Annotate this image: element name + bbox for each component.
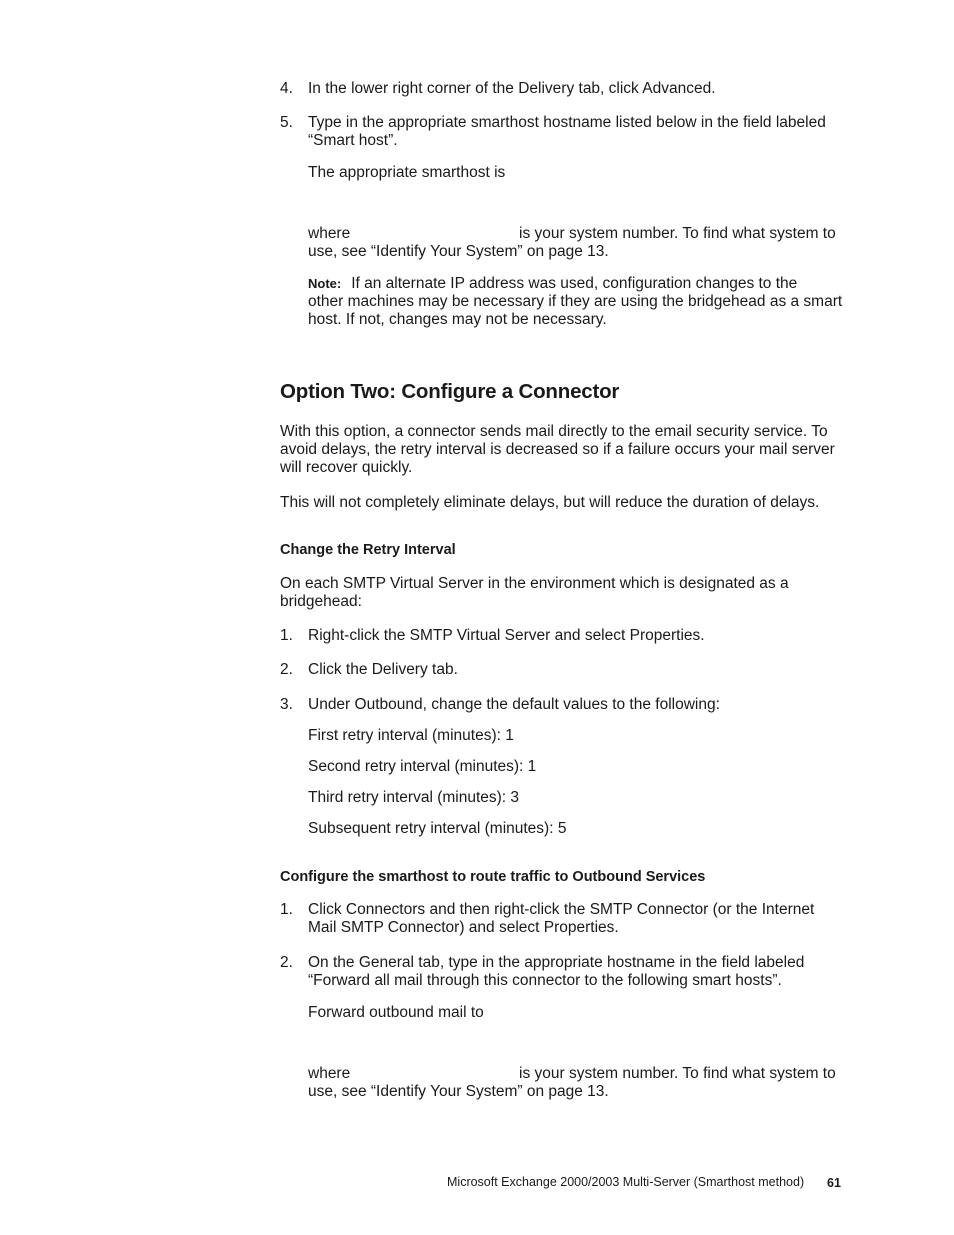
step-text: “Smart host”. (308, 132, 398, 149)
step-text: Right-click the SMTP Virtual Server and select Properties. (308, 627, 705, 644)
step-number: 1. (280, 627, 293, 644)
footer-title: Microsoft Exchange 2000/2003 Multi-Server (Smarthost method) (447, 1175, 805, 1189)
note (308, 275, 797, 294)
paragraph: avoid delays, the retry interval is decreased so if a failure occurs your mail server (280, 441, 835, 458)
retry-setting: Subsequent retry interval (minutes): 5 (308, 820, 567, 837)
subheading: Configure the smarthost to route traffic to Outbound Services (280, 869, 706, 885)
where-text-line2: use, see “Identify Your System” on page 13. (308, 1083, 609, 1100)
note-text: other machines may be necessary if they are using the bridgehead as a smart (308, 293, 843, 310)
step-text: Click the Delivery tab. (308, 661, 458, 678)
subheading: Change the Retry Interval (280, 542, 456, 558)
paragraph: This will not completely eliminate delays, but will reduce the duration of delays. (280, 494, 820, 511)
where-text-rest: is your system number. To find what system to (519, 225, 836, 242)
where-text: where (308, 225, 351, 242)
paragraph: With this option, a connector sends mail directly to the email security service. To (280, 423, 828, 440)
paragraph: will recover quickly. (280, 459, 413, 476)
section-heading: Option Two: Configure a Connector (280, 380, 620, 403)
retry-setting: Third retry interval (minutes): 3 (308, 789, 520, 806)
retry-setting: Second retry interval (minutes): 1 (308, 758, 537, 775)
step-text: On the General tab, type in the appropriate hostname in the field labeled (308, 954, 805, 971)
step-text: Mail SMTP Connector) and select Properties. (308, 919, 619, 936)
where-text-rest: is your system number. To find what system to (519, 1065, 836, 1082)
where-text-line2: use, see “Identify Your System” on page 13. (308, 243, 609, 260)
step-number: 3. (280, 696, 293, 713)
note-text: If an alternate IP address was used, configuration changes to the (351, 275, 798, 292)
smarthost-intro: The appropriate smarthost is (308, 164, 506, 181)
step-text: Type in the appropriate smarthost hostname listed below in the field labeled (308, 114, 826, 131)
step-number: 2. (280, 954, 293, 971)
page-number: 61 (827, 1176, 841, 1190)
paragraph: On each SMTP Virtual Server in the environment which is designated as a (280, 575, 789, 592)
step-text: In the lower right corner of the Delivery tab, click Advanced. (308, 80, 716, 97)
step-text: Under Outbound, change the default values to the following: (308, 696, 720, 713)
paragraph: bridgehead: (280, 593, 362, 610)
step-number: 4. (280, 80, 293, 97)
retry-setting: First retry interval (minutes): 1 (308, 727, 514, 744)
note-label: Note: (308, 276, 342, 291)
forward-intro: Forward outbound mail to (308, 1004, 484, 1021)
where-text: where (308, 1065, 351, 1082)
step-number: 1. (280, 901, 293, 918)
step-text: Click Connectors and then right-click the SMTP Connector (or the Internet (308, 901, 815, 918)
step-number: 2. (280, 661, 293, 678)
note-text: host. If not, changes may not be necessary. (308, 311, 607, 328)
step-text: “Forward all mail through this connector to the following smart hosts”. (308, 972, 782, 989)
step-number: 5. (280, 114, 293, 131)
